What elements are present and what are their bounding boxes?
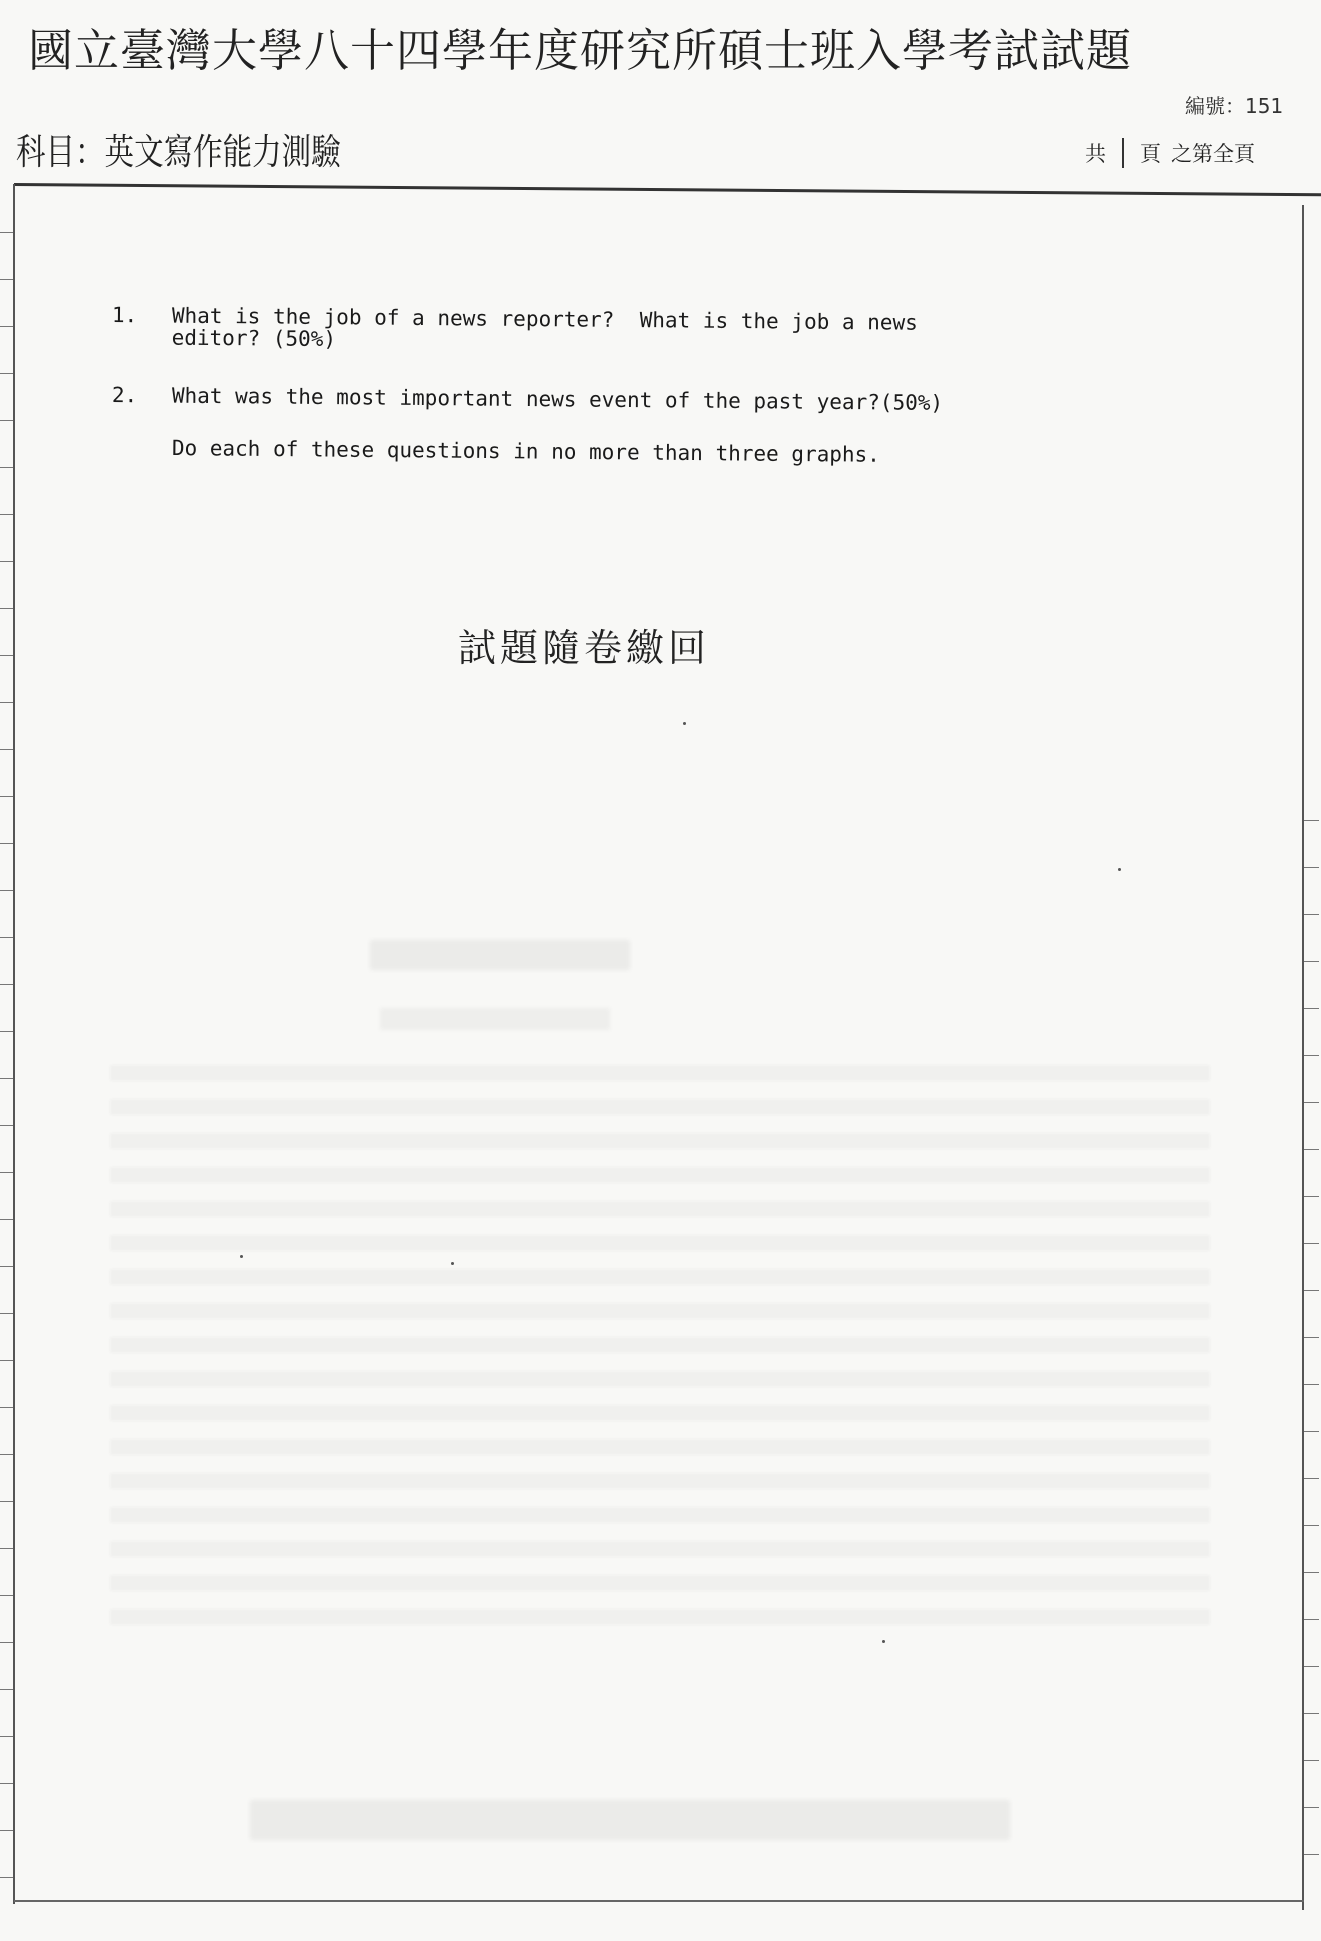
margin-tick: [0, 420, 13, 421]
scan-speck: [882, 1640, 885, 1643]
margin-tick: [0, 1125, 13, 1126]
scan-speck: [683, 722, 686, 725]
margin-tick: [1304, 1431, 1319, 1432]
margin-tick: [0, 796, 13, 797]
margin-tick: [1304, 1525, 1319, 1526]
margin-tick: [0, 1360, 13, 1361]
margin-tick: [1304, 961, 1319, 962]
margin-tick: [0, 655, 13, 656]
margin-tick: [0, 1172, 13, 1173]
question-number: 1.: [111, 303, 138, 328]
margin-tick: [1304, 1478, 1319, 1479]
frame-right-border: [1302, 205, 1304, 1910]
margin-tick: [0, 984, 13, 985]
page-count-divider: [1122, 138, 1124, 168]
margin-tick: [0, 1266, 13, 1267]
margin-tick: [1304, 867, 1319, 868]
margin-tick: [0, 1595, 13, 1596]
margin-tick: [1304, 1854, 1319, 1855]
margin-tick: [0, 1313, 13, 1314]
margin-tick: [0, 1736, 13, 1737]
margin-tick: [1304, 1337, 1319, 1338]
bleed-through-shadow: [380, 1008, 610, 1030]
bleed-through-shadow: [250, 1800, 1010, 1840]
margin-tick: [1304, 1290, 1319, 1291]
margin-tick: [1304, 1196, 1319, 1197]
exam-instruction: Do each of these questions in no more than three graphs.: [171, 436, 880, 467]
exam-serial-number: 編號：151: [1185, 94, 1284, 118]
question-number: 2.: [111, 383, 138, 408]
margin-tick: [0, 1830, 13, 1831]
margin-tick: [1304, 1243, 1319, 1244]
exam-subject: 科目：英文寫作能力測驗: [16, 132, 341, 173]
margin-tick: [0, 1078, 13, 1079]
margin-tick: [0, 1877, 13, 1878]
margin-tick: [0, 1031, 13, 1032]
pages-current-label: 之第全頁: [1171, 142, 1255, 166]
question-text: What is the job of a news reporter? What is the job a news editor? (50%): [171, 303, 918, 352]
margin-tick: [0, 1783, 13, 1784]
margin-tick: [1304, 1713, 1319, 1714]
margin-tick: [0, 1407, 13, 1408]
margin-tick: [0, 514, 13, 515]
margin-tick: [1304, 1807, 1319, 1808]
margin-tick: [1304, 1572, 1319, 1573]
pages-total-label: 共: [1085, 142, 1106, 166]
margin-tick: [1304, 1666, 1319, 1667]
margin-tick: [0, 1548, 13, 1549]
margin-tick: [0, 1689, 13, 1690]
margin-tick: [0, 749, 13, 750]
scan-speck: [451, 1262, 454, 1265]
margin-tick: [0, 843, 13, 844]
margin-tick: [0, 1642, 13, 1643]
margin-tick: [0, 279, 13, 280]
page-count: [1085, 138, 1255, 168]
scan-speck: [240, 1255, 243, 1258]
margin-tick: [1304, 1055, 1319, 1056]
margin-tick: [1304, 1149, 1319, 1150]
margin-tick: [0, 1454, 13, 1455]
scan-speck: [1118, 868, 1121, 871]
margin-tick: [0, 373, 13, 374]
margin-tick: [0, 561, 13, 562]
frame-top-border: [14, 183, 1321, 196]
margin-tick: [1304, 914, 1319, 915]
bleed-through-shadow: [370, 940, 630, 970]
margin-tick: [1304, 1384, 1319, 1385]
margin-tick: [0, 326, 13, 327]
frame-left-border: [13, 184, 15, 1904]
margin-tick: [0, 1501, 13, 1502]
pages-page-label: 頁: [1140, 142, 1161, 166]
margin-tick: [1304, 1102, 1319, 1103]
margin-tick: [0, 702, 13, 703]
question-text: What was the most important news event of the past year?(50%): [171, 383, 944, 415]
return-exam-note: 試題隨卷繳回: [458, 626, 711, 670]
margin-tick: [1304, 820, 1319, 821]
bleed-through-shadow: [110, 1065, 1210, 1625]
margin-tick: [0, 467, 13, 468]
margin-tick: [0, 608, 13, 609]
margin-tick: [0, 232, 13, 233]
margin-tick: [1304, 1619, 1319, 1620]
margin-tick: [1304, 1008, 1319, 1009]
margin-tick: [0, 890, 13, 891]
exam-title: 國立臺灣大學八十四學年度研究所碩士班入學考試試題: [28, 24, 1133, 77]
margin-tick: [0, 1219, 13, 1220]
frame-bottom-border: [14, 1900, 1304, 1902]
margin-tick: [1304, 1760, 1319, 1761]
margin-tick: [0, 937, 13, 938]
